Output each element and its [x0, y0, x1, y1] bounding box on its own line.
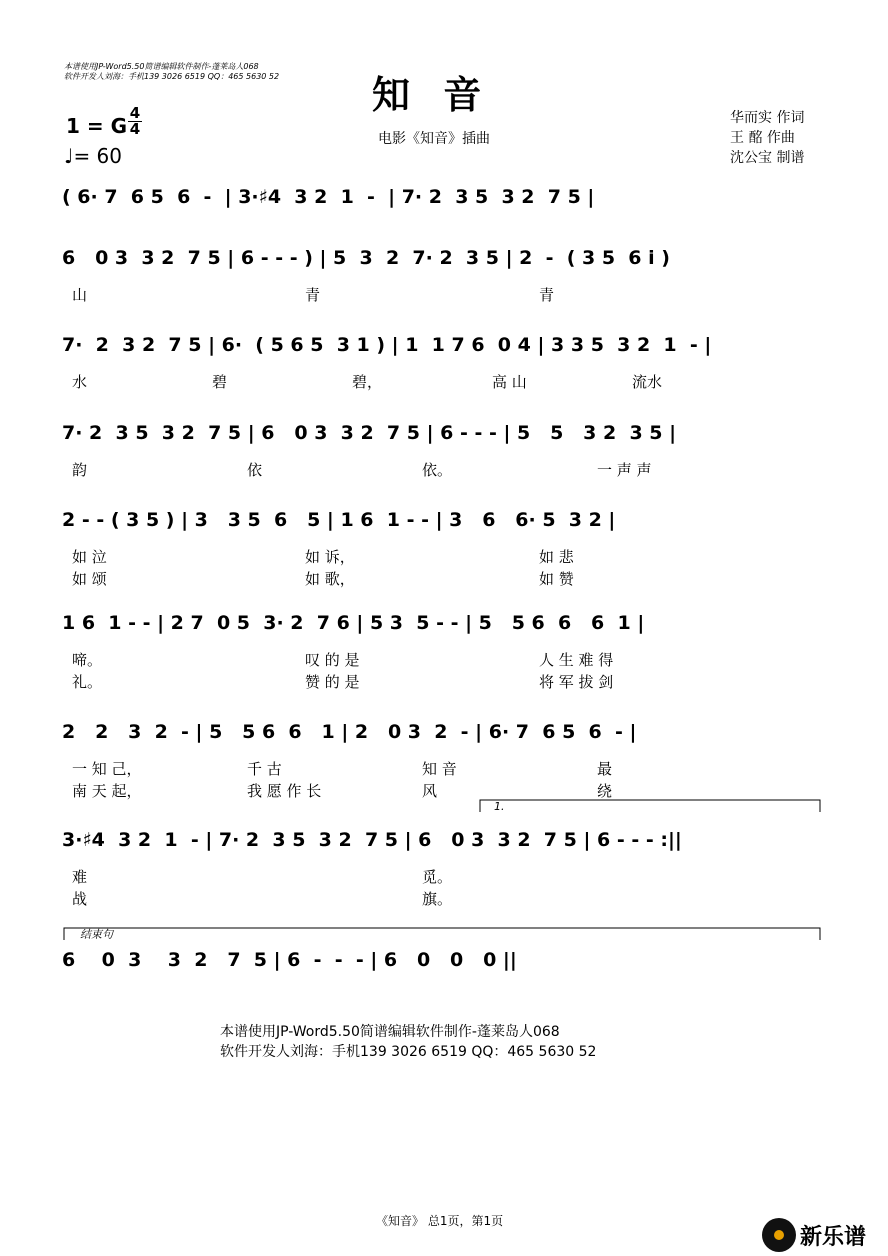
- lyric-word: 高 山: [492, 373, 527, 391]
- lyric-word: 将 军 拔 剑: [539, 673, 614, 691]
- ending-label: 结束句: [80, 928, 113, 941]
- logo-text: 新乐谱: [800, 1225, 867, 1250]
- composer: 王 酩 作曲: [730, 130, 795, 146]
- lyricist: 华而实 作词: [730, 110, 805, 126]
- lyric-word: 觅。: [422, 868, 453, 886]
- notation-line: 1 6 1 - - | 2 7 0 5 3· 2 7 6 | 5 3 5 - - | 5 5 6 6 6 1 |: [62, 612, 645, 634]
- lyric-word: 难: [72, 868, 88, 886]
- notation-line: 2 - - ( 3 5 ) | 3 3 5 6 5 | 1 6 1 - - | 3 6 6· 5 3 2 |: [62, 509, 616, 531]
- notation-line: 6 0 3 3 2 7 5 | 6 - - - ) | 5 3 2 7· 2 3 5 | 2 - ( 3 5 6 i ): [62, 247, 670, 269]
- lyric-word: 如 颂: [72, 570, 107, 588]
- footer-credit-2: 软件开发人刘海：手机139 3026 6519 QQ：465 5630 52: [220, 1044, 597, 1060]
- volta-bracket: [480, 800, 820, 812]
- notation-line: 7· 2 3 2 7 5 | 6· ( 5 6 5 3 1 ) | 1 1 7 6 0 4 | 3 3 5 3 2 1 - |: [62, 334, 712, 356]
- lyric-word: 一 知 己，: [72, 760, 142, 778]
- notation-line: 2 2 3 2 - | 5 5 6 6 1 | 2 0 3 2 - | 6· 7 6 5 6 - |: [62, 721, 637, 743]
- lyric-word: 如 诉，: [305, 548, 355, 566]
- lyric-word: 绕: [597, 782, 613, 800]
- lyric-word: 韵: [72, 461, 88, 479]
- footer-credit-1: 本谱使用JP-Word5.50简谱编辑软件制作-蓬莱岛人068: [220, 1024, 560, 1040]
- lyric-word: 我 愿 作 长: [247, 782, 322, 800]
- lyric-word: 风: [422, 782, 438, 800]
- subtitle: 电影《知音》插曲: [378, 131, 490, 147]
- notation-line: 7· 2 3 5 3 2 7 5 | 6 0 3 3 2 7 5 | 6 - - - | 5 5 3 2 3 5 |: [62, 422, 677, 444]
- lyric-word: 水: [72, 373, 88, 391]
- tempo-value: = 60: [73, 144, 123, 168]
- arranger: 沈公宝 制谱: [730, 150, 805, 166]
- credit-line-2: 软件开发人刘海：手机139 3026 6519 QQ：465 5630 52: [64, 72, 280, 81]
- page-info: 《知音》 总1页，第1页: [376, 1214, 504, 1228]
- lyric-word: 流水: [632, 373, 663, 391]
- lyric-word: 如 泣: [72, 548, 107, 566]
- lyric-word: 青: [305, 286, 321, 304]
- lyric-word: 叹 的 是: [305, 651, 360, 669]
- notation-line: 6 0 3 3 2 7 5 | 6 - - - | 6 0 0 0 ||: [62, 949, 517, 971]
- lyric-word: 赞 的 是: [305, 673, 360, 691]
- page-title: 知 音: [372, 72, 492, 117]
- lyric-word: 人 生 难 得: [539, 651, 614, 669]
- lyric-word: 南 天 起，: [72, 782, 142, 800]
- lyric-word: 依。: [422, 461, 453, 479]
- lyric-word: 青: [539, 286, 555, 304]
- lyric-word: 如 悲: [539, 548, 574, 566]
- key-signature: 1 = G: [66, 114, 128, 138]
- lyric-word: 依: [247, 461, 263, 479]
- notation-line: 3·♯4 3 2 1 - | 7· 2 3 5 3 2 7 5 | 6 0 3 3 2 7 5 | 6 - - - :||: [62, 829, 682, 851]
- notation-line: ( 6· 7 6 5 6 - | 3·♯4 3 2 1 - | 7· 2 3 5 3 2 7 5 |: [62, 186, 595, 208]
- lyric-word: 如 歌，: [305, 570, 355, 588]
- lyric-word: 战: [72, 890, 88, 908]
- lyric-word: 一 声 声: [597, 461, 652, 479]
- time-denominator: 4: [129, 120, 141, 138]
- lyric-word: 旗。: [422, 890, 453, 908]
- lyric-word: 山: [72, 286, 88, 304]
- volta-number: 1.: [494, 800, 505, 813]
- lyric-word: 知 音: [422, 760, 457, 778]
- quarter-note-icon: ♩: [64, 144, 74, 168]
- lyric-word: 碧: [212, 373, 228, 391]
- lyric-word: 礼。: [72, 673, 103, 691]
- ending-bracket: [64, 928, 820, 940]
- lyric-word: 千 古: [247, 760, 282, 778]
- lyric-word: 碧，: [352, 373, 383, 391]
- lyric-word: 最: [597, 760, 613, 778]
- lyric-word: 如 赞: [539, 570, 574, 588]
- lyric-word: 啼。: [72, 651, 103, 669]
- time-numerator: 4: [129, 104, 141, 122]
- record-logo-icon: [762, 1218, 796, 1252]
- credit-line-1: 本谱使用JP-Word5.50简谱编辑软件制作-蓬莱岛人068: [64, 62, 259, 71]
